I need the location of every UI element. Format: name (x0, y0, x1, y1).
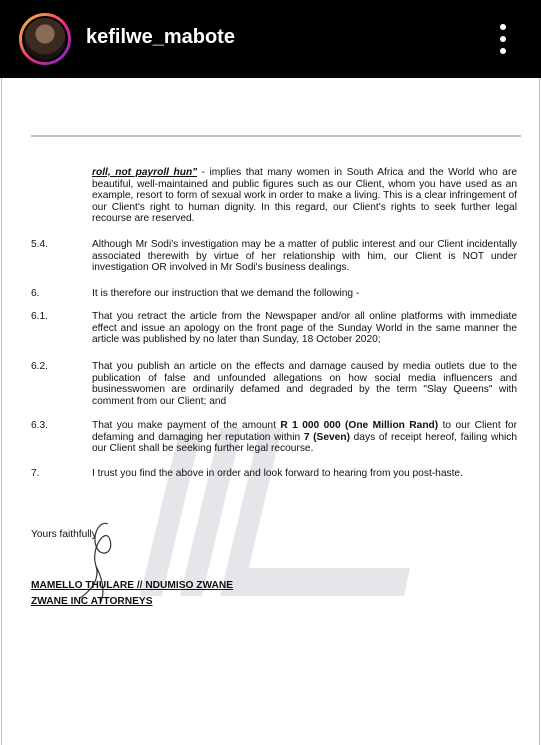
header-rule (31, 135, 521, 137)
clause-number: 6.3. (31, 420, 48, 431)
intro-paragraph (92, 167, 517, 225)
post-header (0, 0, 541, 78)
clause-number: 6.1. (31, 311, 48, 322)
handwritten-signature (70, 518, 130, 608)
firm-name: ZWANE INC ATTORNEYS (31, 596, 153, 607)
clause-text: I trust you find the above in order and look forward to hearing from you post-haste. (92, 468, 463, 479)
clause-text: It is therefore our instruction that we demand the following - (92, 288, 360, 299)
more-vertical-icon[interactable] (493, 24, 513, 54)
clause-text: That you retract the article from the Newspaper and/or all online platforms with immediate effect and issue an apology on the front page of the Sunday World in the same manner the article was published by no later than Sunday, 18 October 2020; (92, 311, 517, 346)
profile-avatar[interactable] (19, 13, 71, 65)
clause-text: That you make payment of the amount R 1 000 000 (One Million Rand) to our Client for defaming and damaging her reputation within 7 (Seven) days of receipt hereof, failing which our Client shall be seeking further legal recourse. (92, 420, 518, 455)
intro-emphasis: roll, not payroll hun" (92, 167, 198, 178)
payment-amount: R 1 000 000 (One Million Rand) (280, 420, 439, 431)
signatories-line: MAMELLO THULARE // NDUMISO ZWANE (31, 580, 234, 591)
payment-days: 7 (Seven) (303, 431, 350, 443)
clause-text: Although Mr Sodi's investigation may be a matter of public interest and our Client incidentally associated therewith by virtue of her relationship with him, our Client is NOT under investigation OR involved in Mr Sodi's business dealings. (92, 239, 517, 274)
letter-document (0, 78, 541, 745)
closing-salutation: Yours faithfully (31, 529, 97, 540)
intro-text: - implies that many women in South Africa and the World who are beautiful, well-maintained and public figures such as our Client, whom you have used as an example, resort to form of sexual work in order to make a living. This is a clear infringement of our Client's right to human dignity. In this regard, our Client's rights to seek further legal recourse are reserved. (92, 167, 517, 225)
clause-number: 5.4. (31, 239, 48, 250)
username[interactable]: kefilwe_mabote (86, 26, 235, 48)
clause-number: 7. (31, 468, 40, 479)
clause-text: That you publish an article on the effects and damage caused by media outlets due to the publication of false and unfounded allegations on how social media influencers and businesswomen are ordinarily defamed and degraded by the term "Slay Queens" with comment from our Client; and (92, 361, 517, 407)
clause-number: 6. (31, 288, 40, 299)
avatar-photo (24, 18, 66, 60)
clause-number: 6.2. (31, 361, 48, 372)
